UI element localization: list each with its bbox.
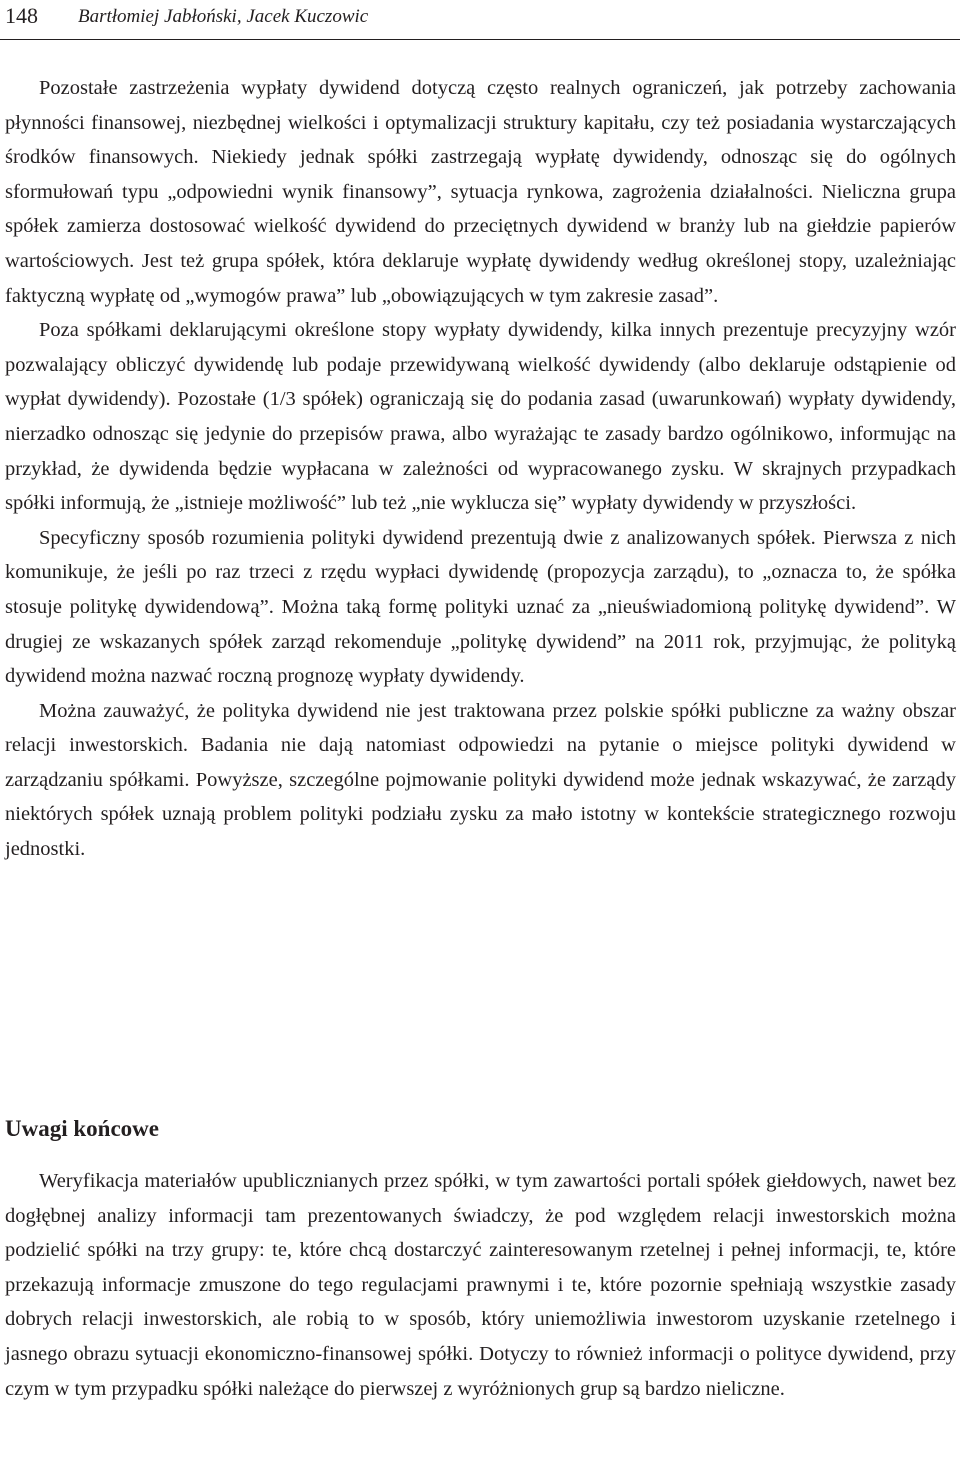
final-paragraph: Weryfikacja materiałów upublicznianych przez spółki, w tym zawartości portali spółek giełdowych, nawet bez dogłębnej analizy informacji tam prezentowanych świadczy, że pod względem relacji inwestorskich można podzielić spółki na trzy grupy: te, które chcą dostarczyć zainteresowanym rzetelnej i pełnej informacji, te, które przekazują informacje zmuszone do tego regulacjami prawnymi i te, które pozornie spełniają wszystkie zasady dobrych relacji inwestorskich, ale robią to w sposób, który uniemożliwia inwestorom uzyskanie rzetelnego i jasnego obrazu sytuacji ekonomiczno-finansowej spółki. Dotyczy to również informacji o polityce dywidend, przy czym w tym przypadku spółki należące do pierwszej z wyróżnionych grup są bardzo nieliczne. — [5, 1170, 956, 1400]
paragraph-2: Poza spółkami deklarującymi określone stopy wypłaty dywidendy, kilka innych prezentuje precyzyjny wzór pozwalający obliczyć dywidendę lub podaje przewidywaną wielkość dywidendy (albo deklaruje odstąpienie od wypłat dywidendy). Pozostałe (1/3 spółek) ograniczają się do podania zasad (uwarunkowań) wypłaty dywidendy, nierzadko odnosząc się jedynie do przepisów prawa, albo wyrażając te zasady bardzo ogólnikowo, informując na przykład, że dywidenda będzie wypłacana w zależności od wypracowanego zysku. W skrajnych przypadkach spółki informują, że „istnieje możliwość” lub też „nie wyklucza się” wypłaty dywidendy w przyszłości. — [5, 319, 956, 515]
body-text — [5, 71, 956, 867]
final-section-text — [5, 1164, 956, 1406]
paragraph-1: Pozostałe zastrzeżenia wypłaty dywidend dotyczą często realnych ograniczeń, jak potrzeby zachowania płynności finansowej, niezbędnej wielkości i optymalizacji struktury kapitału, czy też posiadania wystarczających środków finansowych. Niekiedy jednak spółki zastrzegają wypłatę dywidendy, odnosząc się do ogólnych sformułowań typu „odpowiedni wynik finansowy”, sytuacja rynkowa, zagrożenia działalności. Nieliczna grupa spółek zamierza dostosować wielkość dywidend do przeciętnych dywidend w branży lub na giełdzie papierów wartościowych. Jest też grupa spółek, która deklaruje wypłatę dywidendy według określonej stopy, uzależniając faktyczną wypłatę od „wymogów prawa” lub „obowiązujących w tym zakresie zasad”. — [5, 77, 956, 307]
running-head-authors: Bartłomiej Jabłoński, Jacek Kuczowic — [78, 6, 369, 27]
paragraph-4: Można zauważyć, że polityka dywidend nie jest traktowana przez polskie spółki publiczne za ważny obszar relacji inwestorskich. Badania nie dają natomiast odpowiedzi na pytanie o miejsce polityki dywidend w zarządzaniu spółkami. Powyższe, szczególne pojmowanie polityki dywidend może jednak wskazywać, że zarządy niektórych spółek uznają problem polityki podziału zysku za mało istotny w kontekście strategicznego rozwoju jednostki. — [5, 699, 956, 861]
running-header — [0, 0, 960, 40]
paragraph-3: Specyficzny sposób rozumienia polityki dywidend prezentują dwie z analizowanych spółek. Pierwsza z nich komunikuje, że jeśli po raz trzeci z rzędu wypłaci dywidendę (propozycja zarządu), to „oznacza to, że spółka stosuje politykę dywidendową”. Można taką formę polityki uznać za „nieuświadomioną politykę dywidend”. W drugiej ze wskazanych spółek zarząd rekomenduje „politykę dywidend” na 2011 rok, przyjmując, że polityką dywidend można nazwać roczną prognozę wypłaty dywidendy. — [5, 526, 956, 688]
header-rule — [0, 39, 960, 40]
page-number: 148 — [5, 3, 38, 28]
section-heading: Uwagi końcowe — [5, 1116, 159, 1141]
